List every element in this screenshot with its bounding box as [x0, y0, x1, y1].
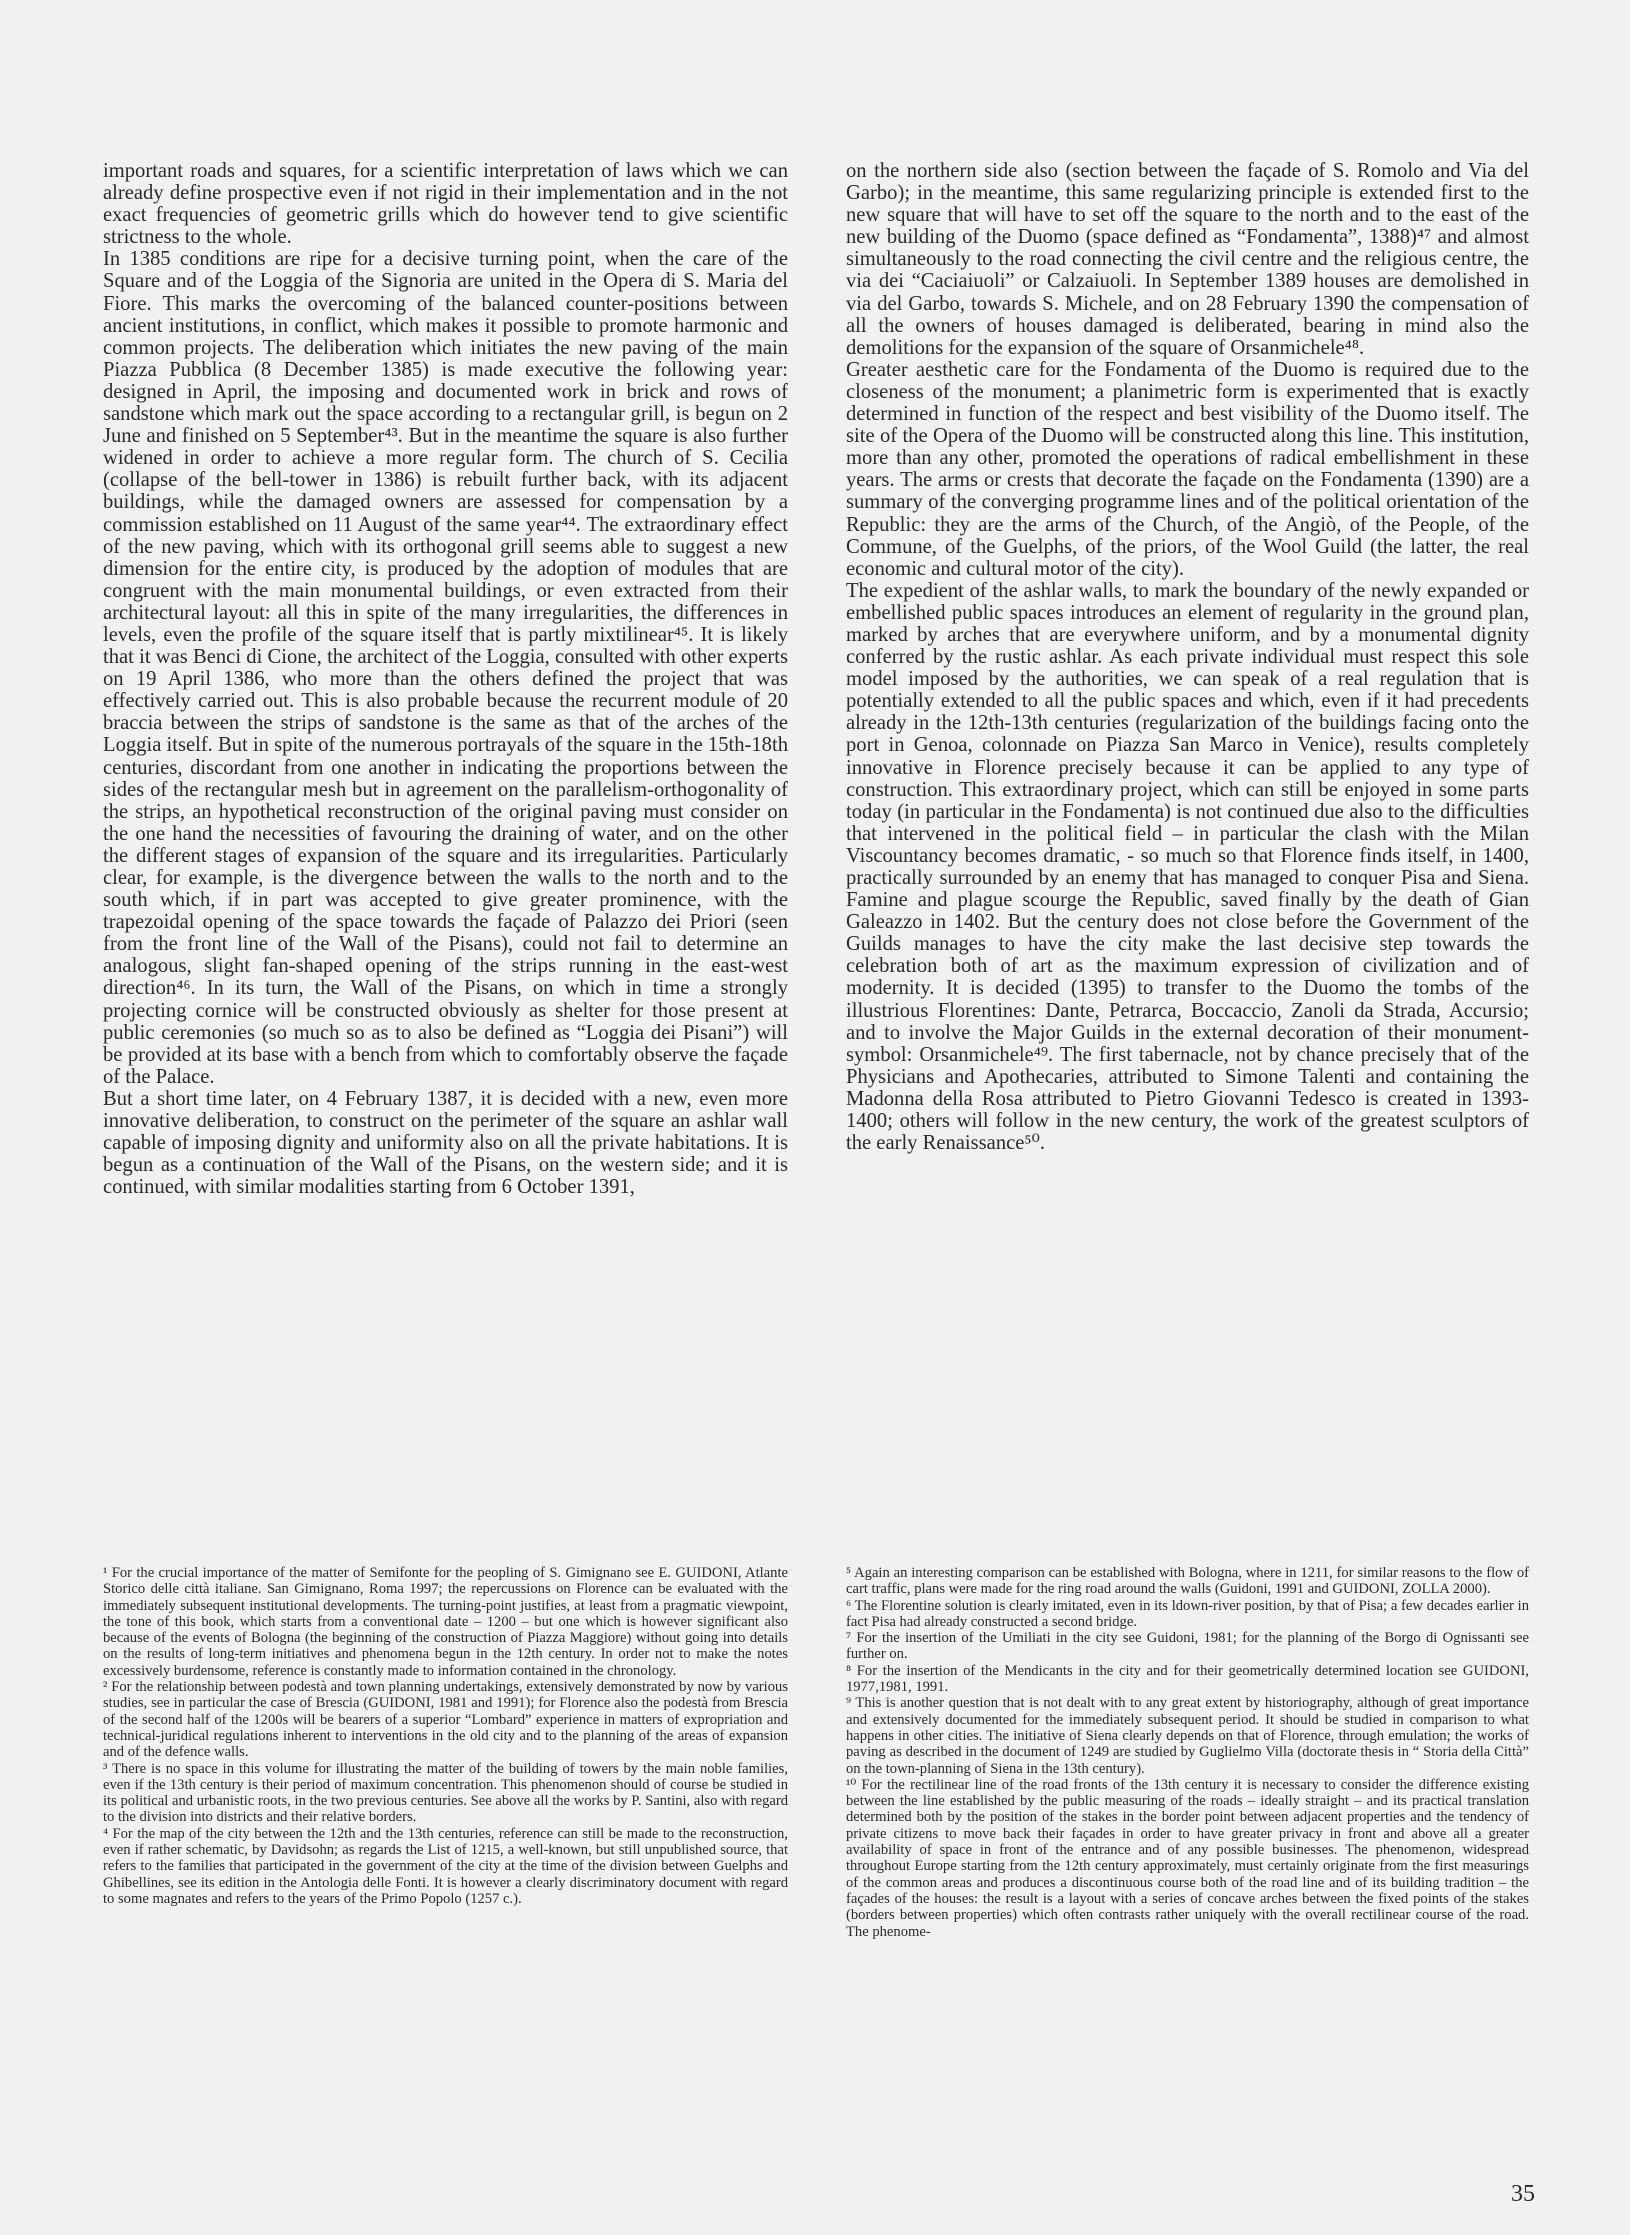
footnote: ³ There is no space in this volume for illustrating the matter of the building of towers by the main noble families, even if the 13th century is their period of maximum concentration. This phenomenon should of course be studied in its political and urbanistic roots, in the two previous centuries. See above all the works by P. Santini, also with regard to the division into districts and their relative borders. — [103, 1760, 788, 1826]
body-paragraph: In 1385 conditions are ripe for a decisive turning point, when the care of the Square and of the Loggia of the Signoria are united in the Opera di S. Maria del Fiore. This marks the overcoming of the balanced counter-positions between ancient institutions, in conflict, which makes it possible to promote harmonic and common projects. The deliberation which initiates the new paving of the main Piazza Pubblica (8 December 1385) is made executive the following year: designed in April, the imposing and documented work in brick and rows of sandstone which mark out the space according to a rectangular grill, is begun on 2 June and finished on 5 September⁴³. But in the meantime the square is also further widened in order to achieve a more regular form. The church of S. Cecilia (collapse of the bell-tower in 1386) is rebuilt further back, with its adjacent buildings, while the damaged owners are assessed for compensation by a commission established on 11 August of the same year⁴⁴. The extraordinary effect of the new paving, which with its orthogonal grill seems able to suggest a new dimension for the entire city, is produced by the adoption of modules that are congruent with the main monumental buildings, or even extracted from their architectural layout: all this in spite of the many irregularities, the differences in levels, even the profile of the square itself that is partly mixtilinear⁴⁵. It is likely that it was Benci di Cione, the architect of the Loggia, consulted with other experts on 19 April 1386, who more than the others defined the project that was effectively carried out. This is also probable because the recurrent module of 20 braccia between the strips of sandstone is the same as that of the arches of the Loggia itself. But in spite of the numerous portrayals of the square in the 15th-18th centuries, discordant from one another in indicating the proportions between the sides of the rectangular mesh but in agreement on the parallelism-orthogonality of the strips, an hypothetical reconstruction of the original paving must consider on the one hand the necessities of favouring the draining of water, and on the other the different stages of expansion of the square and its irregularities. Particularly clear, for example, is the divergence between the walls to the north and to the south which, if in part was accepted to give greater prominence, with the trapezoidal opening of the space towards the façade of Palazzo dei Priori (seen from the front line of the Wall of the Pisans), could not fail to determine an analogous, slight fan-shaped opening of the strips running in the east-west direction⁴⁶. In its turn, the Wall of the Pisans, on which in time a strongly projecting cornice will be constructed obviously as shelter for those present at public ceremonies (so much so as to also be defined as “Loggia dei Pisani”) will be provided at its base with a bench from which to comfortably observe the façade of the Palace. — [103, 248, 788, 1088]
body-paragraph: on the northern side also (section between the façade of S. Romolo and Via del Garbo); in the meantime, this same regularizing principle is extended first to the new square that will have to set off the square to the north and to the east of the new building of the Duomo (space defined as “Fondamenta”, 1388)⁴⁷ and almost simultaneously to the road connecting the civil centre and the religious centre, the via dei “Caciaiuoli” or Calzaiuoli. In September 1389 houses are demolished in via del Garbo, towards S. Michele, and on 28 February 1390 the compensation of all the owners of houses damaged is deliberated, bearing in mind also the demolitions for the expansion of the square of Orsanmichele⁴⁸. — [846, 160, 1529, 359]
footnotes-right — [846, 1565, 1529, 1940]
body-paragraph: But a short time later, on 4 February 1387, it is decided with a new, even more innovative deliberation, to construct on the perimeter of the square an ashlar wall capable of imposing dignity and uniformity also on all the private habitations. It is begun as a continuation of the Wall of the Pisans, on the western side; and it is continued, with similar modalities starting from 6 October 1391, — [103, 1087, 788, 1199]
footnote: ⁸ For the insertion of the Mendicants in the city and for their geometrically determined location see GUIDONI, 1977,1981, 1991. — [846, 1662, 1529, 1696]
footnote: ¹⁰ For the rectilinear line of the road fronts of the 13th century it is necessary to consider the difference existing between the line established by the public measuring of the roads – ideally straight – and its practical translation determined both by the position of the stakes in the border point between adjacent properties and the tendency of private citizens to move back their façades in order to have greater privacy in front and above all a greater availability of space in front of the entrance and of any possible businesses. The phenomenon, widespread throughout Europe starting from the 12th century approximately, must certainly originate from the first measurings of the common areas and produces a discontinuous course both of the road line and of its building tradition – the façades of the houses: the result is a layout with a series of concave arches between the fixed points of the stakes (borders between properties) which often contrasts rather uniquely with the overall rectilinear course of the road. The phenome- — [846, 1776, 1529, 1940]
body-paragraph: The expedient of the ashlar walls, to mark the boundary of the newly expanded or embellished public spaces introduces an element of regularity in the ground plan, marked by arches that are everywhere uniform, and by a monumental dignity conferred by the rustic ashlar. As each private individual must respect this sole model imposed by the authorities, we can speak of a real regulation that is potentially extended to all the public spaces and which, even if it had precedents already in the 12th-13th centuries (regularization of the buildings facing onto the port in Genoa, colonnade on Piazza San Marco in Venice), results completely innovative in Florence precisely because it can be applied to any type of construction. This extraordinary project, which can still be enjoyed in some parts today (in particular in the Fondamenta) is not continued due also to the difficulties that intervened in the political field – in particular the clash with the Milan Viscountancy becomes dramatic, - so much so that Florence finds itself, in 1400, practically surrounded by an enemy that has managed to conquer Pisa and Siena. Famine and plague scourge the Republic, saved finally by the death of Gian Galeazzo in 1402. But the century does not close before the Government of the Guilds manages to have the city make the last decisive step towards the celebration both of art as the maximum expression of civilization and of modernity. It is decided (1395) to transfer to the Duomo the tombs of the illustrious Florentines: Dante, Petrarca, Boccaccio, Zanoli da Strada, Accursio; and to involve the Major Guilds in the external decoration of their monument-symbol: Orsanmichele⁴⁹. The first tabernacle, not by chance precisely that of the Physicians and Apothecaries, attributed to Simone Talenti and containing the Madonna della Rosa attributed to Pietro Giovanni Tedesco is created in 1393-1400; others will follow in the new century, the work of the greatest sculptors of the early Renaissance⁵⁰. — [846, 579, 1529, 1155]
page-number: 35 — [1511, 2181, 1535, 2207]
footnote: ² For the relationship between podestà and town planning undertakings, extensively demonstrated by now by various studies, see in particular the case of Brescia (GUIDONI, 1981 and 1991); for Florence also the podestà from Brescia of the second half of the 1200s will be bearers of a superior “Lombard” experience in matters of expropriation and technical-juridical regulations inherent to interventions in the old city and to the planning of the areas of expansion and of the defence walls. — [103, 1679, 788, 1761]
footnote: ¹ For the crucial importance of the matter of Semifonte for the peopling of S. Gimignano see E. GUIDONI, Atlante Storico delle città italiane. San Gimignano, Roma 1997; the repercussions on Florence can be evaluated with the immediately subsequent institutional developments. The turning-point justifies, at least from a pragmatic viewpoint, the tone of this book, which starts from a conventional date – 1200 – but one which is however significant also because of the events of Bologna (the beginning of the construction of Piazza Maggiore) without going into details on the results of long-term initiatives and phenomena begun in the 12th century. In order not to make the notes excessively burdensome, reference is constantly made to information contained in the chronology. — [103, 1565, 788, 1679]
footnote: ⁵ Again an interesting comparison can be established with Bologna, where in 1211, for similar reasons to the flow of cart traffic, plans were made for the ring road around the walls (Guidoni, 1991 and GUIDONI, ZOLLA 2000). — [846, 1565, 1529, 1598]
body-column-left — [103, 160, 788, 1198]
footnotes-left — [103, 1565, 788, 1907]
footnote: ⁷ For the insertion of the Umiliati in the city see Guidoni, 1981; for the planning of the Borgo di Ognissanti see further on. — [846, 1630, 1529, 1663]
body-paragraph: Greater aesthetic care for the Fondamenta of the Duomo is required due to the closeness of the monument; a planimetric form is experimented that is exactly determined in function of the respect and best visibility of the Duomo itself. The site of the Opera of the Duomo will be constructed along this line. This institution, more than any other, promoted the operations of radical embellishment in these years. The arms or crests that decorate the façade on the Fondamenta (1390) are a summary of the converging programme lines and of the political orientation of the Republic: they are the arms of the Church, of the Angiò, of the People, of the Commune, of the Guelphs, of the priors, of the Wool Guild (the latter, the real economic and cultural motor of the city). — [846, 358, 1529, 580]
footnote: ⁶ The Florentine solution is clearly imitated, even in its ldown-river position, by that of Pisa; a few decades earlier in fact Pisa had already constructed a second bridge. — [846, 1597, 1529, 1630]
body-column-right — [846, 160, 1529, 1154]
footnote: ⁴ For the map of the city between the 12th and the 13th centuries, reference can still be made to the reconstruction, even if rather schematic, by Davidsohn; as regards the List of 1215, a well-known, but still unpublished source, that refers to the families that participated in the government of the city at the time of the division between Guelphs and Ghibellines, see its edition in the Antologia delle Fonti. It is however a clearly discriminatory document with regard to some magnates and refers to the years of the Primo Popolo (1257 c.). — [103, 1825, 788, 1907]
body-paragraph: important roads and squares, for a scientific interpretation of laws which we can already define prospective even if not rigid in their implementation and in the not exact frequencies of geometric grills which do however tend to give scientific strictness to the whole. — [103, 160, 788, 249]
footnote: ⁹ This is another question that is not dealt with to any great extent by historiography, although of great importance and extensively documented for the immediately subsequent period. It should be studied in comparison to what happens in other cities. The initiative of Siena clearly depends on that of Florence, through emulation; the works of paving as described in the document of 1249 are studied by Guglielmo Villa (doctorate thesis in “ Storia della Città” on the town-planning of Siena in the 13th century). — [846, 1695, 1529, 1777]
